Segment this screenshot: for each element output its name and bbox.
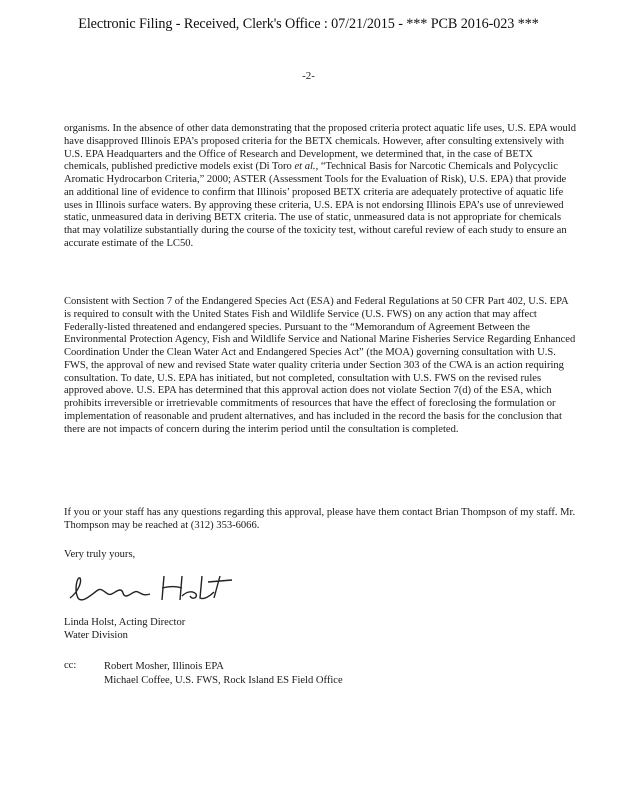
paragraph-betx-text-1: organisms. In the absence of other data demonstrating that the proposed criteria protect aquatic life uses, U.S. EPA would have disapproved Illinois EPA’s proposed criteria for the BETX chemicals. However, after consulting extensively with U.S. EPA Headquarters and the Office of Research and Development, we determined that, in the case of BETX chemicals, published predictive models exist (Di Toro xyxy=(64,123,576,173)
signatory-name: Linda Holst, Acting Director xyxy=(64,617,186,628)
paragraph-esa-consultation: Consistent with Section 7 of the Endangered Species Act (ESA) and Federal Regulations at 50 CFR Part 402, U.S. EPA is required to consult with the United States Fish and Wildlife Service (U.S. FWS) on any action that may affect Federally-listed threatened and endangered species. Pursuant to the “Memorandum of Agreement Between the Environmental Protection Agency, Fish and Wildlife Service and National Marine Fisheries Service Regarding Enhanced Coordination Under the Clean Water Act and Endangered Species Act” (the MOA) governing consultation with U.S. FWS, the approval of new and revised State water quality criteria under Section 303 of the CWA is an action requiring consultation. To date, U.S. EPA has initiated, but not completed, consultation with U.S. FWS on the revised rules approved above. U.S. EPA has determined that this approval action does not violate Section 7(d) of the ESA, which prohibits irreversible or irretrievable commitments of resources that have the effect of foreclosing the formulation or implementation of reasonable and prudent alternatives, and has included in the record the basis for the conclusion that there are not impacts of concern during the interim period until the consultation is completed. xyxy=(64,296,576,435)
cc-recipient: Robert Mosher, Illinois EPA xyxy=(104,661,224,672)
paragraph-contact: If you or your staff has any questions regarding this approval, please have them contact Brian Thompson of my staff. Mr. Thompson may be reached at (312) 353-6066. xyxy=(64,507,576,531)
cc-recipient: Michael Coffee, U.S. FWS, Rock Island ES Field Office xyxy=(104,675,343,686)
filing-header: Electronic Filing - Received, Clerk's Office : 07/21/2015 - *** PCB 2016-023 *** xyxy=(78,16,539,32)
et-al-italic: et al. xyxy=(294,161,316,173)
cc-label: cc: xyxy=(64,660,77,671)
closing-salutation: Very truly yours, xyxy=(64,549,136,560)
cc-recipients xyxy=(104,660,343,688)
paragraph-betx-criteria xyxy=(64,123,576,251)
paragraph-betx-text-2: , “Technical Basis for Narcotic Chemicals and Polycyclic Aromatic Hydrocarbon Criteria,” 2000; ASTER (Assessment Tools for the Evaluation of Risk), U.S. EPA) that provide an additional line of evidence to confirm that Illinois’ proposed BETX criteria are adequately protective of aquatic life uses in Illinois surface waters. By approving these criteria, U.S. EPA is not endorsing Illinois EPA’s use of unreviewed static, unmeasured data in deriving BETX criteria. The use of static, unmeasured data is not appropriate for chemicals that may volatilize substantially during the course of the toxicity test, without careful review of each study to ensure an accurate estimate of the LC50. xyxy=(64,161,567,249)
signatory-block xyxy=(64,617,185,643)
page-number: -2- xyxy=(302,70,315,82)
handwritten-signature xyxy=(64,568,244,608)
signatory-division: Water Division xyxy=(64,629,128,641)
